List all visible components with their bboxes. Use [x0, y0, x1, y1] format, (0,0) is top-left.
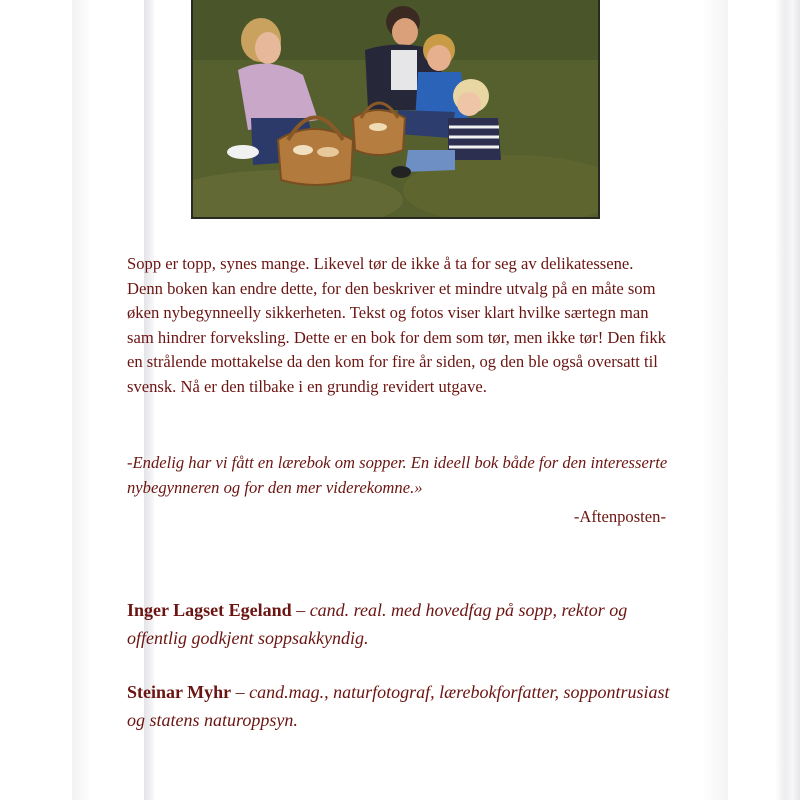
mushroom	[293, 145, 313, 155]
child-shoe	[391, 166, 411, 178]
child-jeans	[405, 150, 455, 172]
author-name: Steinar Myhr	[127, 682, 232, 702]
book-description: Sopp er topp, synes mange. Likevel tør de ikke å ta for seg av delikatessene. Denn boken kan endre dette, for den beskriver et mindre utvalg på en måte som øken nybegynneelly sikkerheten. Tekst og fotos viser klart hvilke særtegn man sam hindrer forveksling. Dette er en bok for dem som tør, men ikke tør! Den fikk en strålende mottakelse da den kom for fire år siden, og den ble også oversatt til svensk. Nå er den tilbake i en grundig revidert utgave.	[127, 254, 666, 396]
mushroom	[317, 147, 339, 157]
author-name: Inger Lagset Egeland	[127, 600, 292, 620]
man-shirt	[391, 50, 417, 90]
child-sweater	[448, 118, 501, 160]
review-quote: -Endelig har vi fått en lærebok om sopper. En ideell bok både for den interesserte nybegynneren og for den mer viderekomne.»	[127, 453, 668, 497]
mushroom	[369, 123, 387, 131]
cover-photo-family-mushroom-picking	[191, 0, 600, 219]
author-description: cand. real. med hovedfag på sopp, rektor og offentlig godkjent soppsakkyndig.	[127, 600, 628, 648]
author-description: cand.mag., naturfotograf, lærebokforfatter, soppontrusiast og statens naturoppsyn.	[127, 682, 670, 730]
author-separator: –	[291, 600, 310, 620]
man-face	[392, 18, 418, 46]
girl-face	[255, 32, 281, 64]
author-bio-1	[127, 596, 672, 652]
author-bio-2	[127, 678, 672, 734]
cover-spine-edge	[775, 0, 800, 800]
photo-illustration	[193, 0, 600, 219]
child-face	[457, 92, 481, 116]
boy-face	[427, 45, 451, 71]
boy-jeans	[398, 110, 455, 138]
author-separator: –	[231, 682, 250, 702]
girl-shoe	[227, 145, 259, 159]
review-source: -Aftenposten-	[573, 507, 666, 526]
